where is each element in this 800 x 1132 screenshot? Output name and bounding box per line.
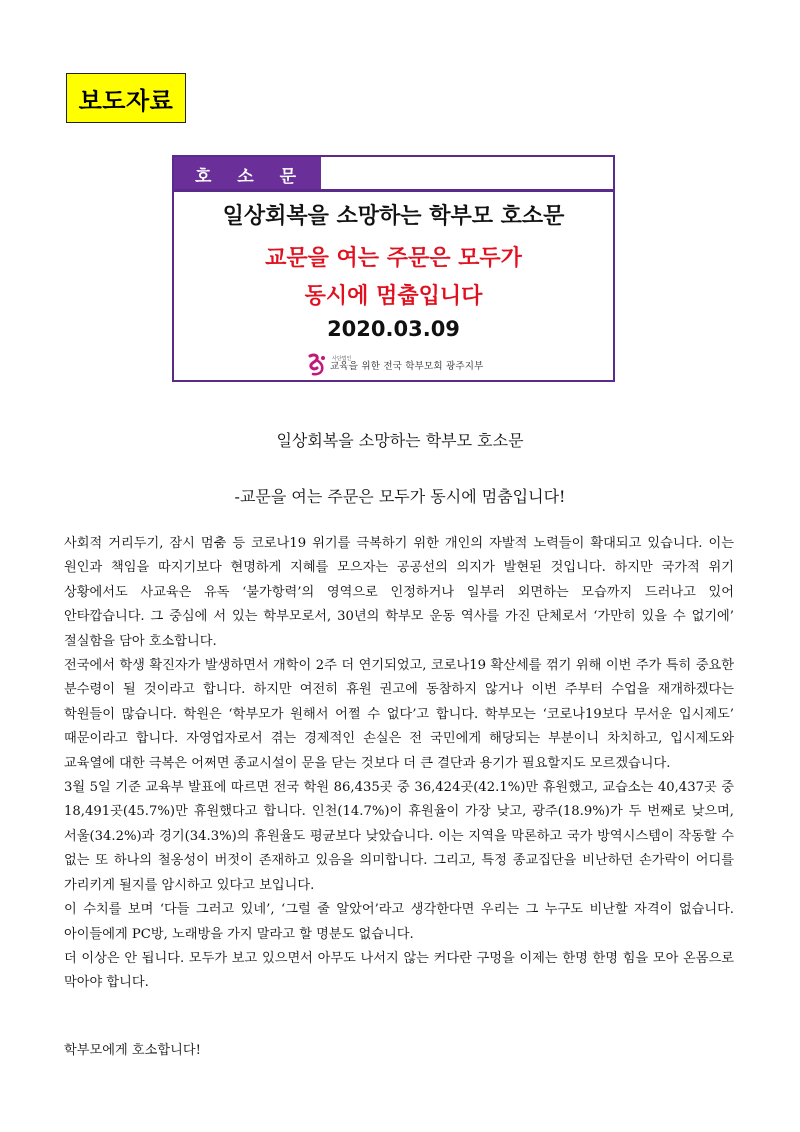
paragraph: 이 수치를 보며 ‘다들 그러고 있네’, ‘그럴 줄 알았어’라고 생각한다면 우리는 그 누구도 비난할 자격이 없습니다. 아이들에게 PC방, 노래방을 가지 말라고 할 명분도 없습니다. <box>64 902 734 942</box>
banner-tab: 호 소 문 <box>174 157 321 191</box>
organization-logo <box>306 353 484 375</box>
document-title: 일상회복을 소망하는 학부모 호소문 <box>276 431 524 450</box>
banner-divider <box>172 189 615 192</box>
paragraph: 전국에서 학생 확진자가 발생하면서 개학이 2주 더 연기되었고, 코로나19 확산세를 꺾기 위해 이번 주가 특히 중요한 분수령이 될 것이라고 합니다. 하지만 여전히 휴원 권고에 동참하지 않거나 이번 주부터 수업을 재개하겠다는 학원들이 많습니다. 학원은 ‘학부모가 원해서 어쩔 수 없다’고 합니다. 학부모는 ‘코로나19보다 무서운 입시제도’ 때문이라고 합니다. 자영업자로서 겪는 경제적인 손실은 전 국민에게 해당되는 부분이니 차치하고, 입시제도와 교육열에 대한 극복은 어쩌면 종교시설이 문을 닫는 것보다 더 큰 결단과 용기가 필요할지도 모르겠습니다. <box>64 658 734 771</box>
banner-red-line-1: 교문을 여는 주문은 모두가 <box>265 246 522 271</box>
banner-date: 2020.03.09 <box>327 317 460 341</box>
press-release-label: 보도자료 <box>66 73 186 123</box>
logo-mark-icon <box>306 353 326 375</box>
closing-line: 학부모에게 호소합니다! <box>64 1043 201 1058</box>
paragraph: 3월 5일 기준 교육부 발표에 따르면 전국 학원 86,435곳 중 36,424곳(42.1%)만 휴원했고, 교습소는 40,437곳 중 18,491곳(45.7%)만 휴원했다고 합니다. 인천(14.7%)이 휴원율이 가장 낮고, 광주(18.9%)가 두 번째로 낮으며, 서울(34.2%)과 경기(34.3%)의 휴원율도 평균보다 낮았습니다. 이는 지역을 막론하고 국가 방역시스템이 작동할 수 없는 또 하나의 철옹성이 버젓이 존재하고 있음을 의미합니다. 그리고, 특정 종교집단을 비난하던 손가락이 어디를 가리키게 될지를 암시하고 있다고 보입니다. <box>64 780 734 893</box>
logo-org-name: 교육을 위한 전국 학부모회 광주지부 <box>330 360 484 372</box>
body-text <box>64 532 734 996</box>
logo-small-text: 사단법인 <box>332 355 352 362</box>
paragraph: 더 이상은 안 됩니다. 모두가 보고 있으면서 아무도 나서지 않는 커다란 구멍을 이제는 한명 한명 힘을 모아 온몸으로 막아야 합니다. <box>64 950 734 991</box>
banner-title: 일상회복을 소망하는 학부모 호소문 <box>222 204 565 229</box>
document-subtitle: -교문을 여는 주문은 모두가 동시에 멈춤입니다! <box>234 487 566 506</box>
banner-red-line-2: 동시에 멈춥입니다 <box>304 284 483 309</box>
paragraph: 사회적 거리두기, 잠시 멈춤 등 코로나19 위기를 극복하기 위한 개인의 자발적 노력들이 확대되고 있습니다. 이는 원인과 책임을 따지기보다 현명하게 지혜를 모으자는 공공선의 의지가 발현된 것입니다. 하지만 국가적 위기 상황에서도 사교육은 유독 ‘불가항력’의 영역으로 인정하거나 일부러 외면하는 모습까지 드러나고 있어 안타깝습니다. 그 중심에 서 있는 학부모로서, 30년의 학부모 운동 역사를 가진 단체로서 ‘가만히 있을 수 없기에’ 절실함을 담아 호소합니다. <box>64 536 734 649</box>
